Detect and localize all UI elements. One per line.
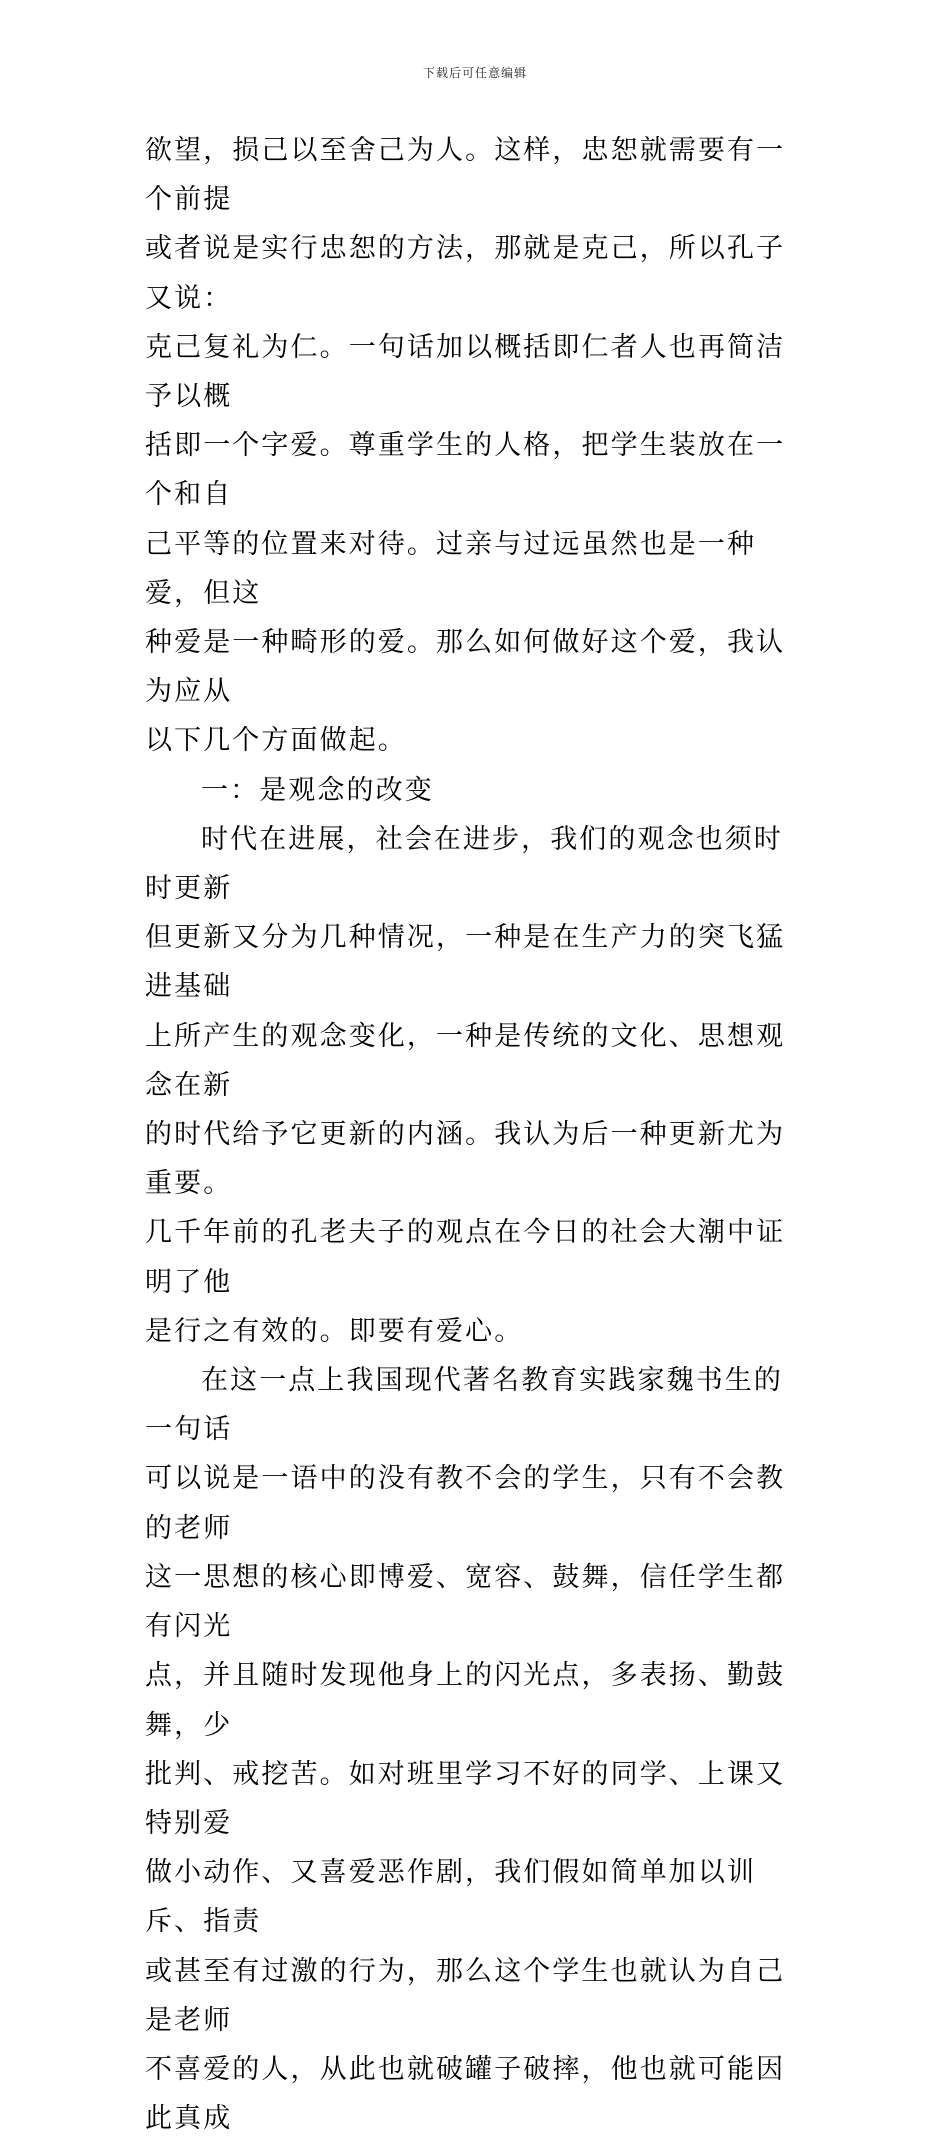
- page-header: 下载后可任意编辑: [422, 66, 527, 80]
- text-line: 的时代给予它更新的内涵。我认为后一种更新尤为重要。: [145, 1119, 786, 1200]
- text-line: 但更新又分为几种情况，一种是在生产力的突飞猛进基础: [145, 922, 786, 1003]
- text-line: 上所产生的观念变化，一种是传统的文化、思想观念在新: [145, 1020, 786, 1101]
- text-line: 这一思想的核心即博爱、宽容、鼓舞，信任学生都有闪光: [145, 1561, 786, 1643]
- paragraph-wei-shusheng: [145, 1356, 809, 2143]
- text-line: 或甚至有过激的行为，那么这个学生也就认为自己是老师: [145, 1955, 786, 2036]
- text-line: 批判、戒挖苦。如对班里学习不好的同学、上课又特别爱: [145, 1758, 786, 1839]
- text-line: 可以说是一语中的没有教不会的学生，只有不会教的老师: [145, 1463, 786, 1544]
- text-line: 己平等的位置来对待。过亲与过远虽然也是一种爱，但这: [145, 528, 757, 609]
- text-line: 做小动作、又喜爱恶作剧，我们假如简单加以训斥、指责: [145, 1857, 757, 1938]
- text-line: 在这一点上我国现代著名教育实践家魏书生的一句话: [145, 1365, 783, 1446]
- text-line: 种爱是一种畸形的爱。那么如何做好这个爱，我认为应从: [145, 627, 786, 708]
- paragraph-continuation: [145, 126, 809, 766]
- paragraph-concept-change: [145, 815, 809, 1356]
- section-heading: [145, 766, 809, 815]
- text-line: 不喜爱的人，从此也就破罐子破摔，他也就可能因此真成: [145, 2053, 786, 2135]
- text-line: 欲望，损己以至舍己为人。这样，忠恕就需要有一个前提: [145, 135, 786, 216]
- text-line: 克己复礼为仁。一句话加以概括即仁者人也再简洁予以概: [145, 331, 786, 413]
- text-line: 几千年前的孔老夫子的观点在今日的社会大潮中证明了他: [145, 1217, 786, 1298]
- text-line: 一：是观念的改变: [201, 774, 434, 806]
- text-line: 时代在进展，社会在进步，我们的观念也须时时更新: [145, 823, 783, 905]
- text-line: 或者说是实行忠恕的方法，那就是克己，所以孔子又说：: [145, 233, 786, 314]
- document-body: [145, 126, 809, 2143]
- text-line: 以下几个方面做起。: [145, 725, 407, 757]
- text-line: 括即一个字爱。尊重学生的人格，把学生装放在一个和自: [145, 430, 786, 511]
- text-line: 点，并且随时发现他身上的闪光点，多表扬、勤鼓舞，少: [145, 1660, 786, 1741]
- text-line: 是行之有效的。即要有爱心。: [145, 1315, 524, 1347]
